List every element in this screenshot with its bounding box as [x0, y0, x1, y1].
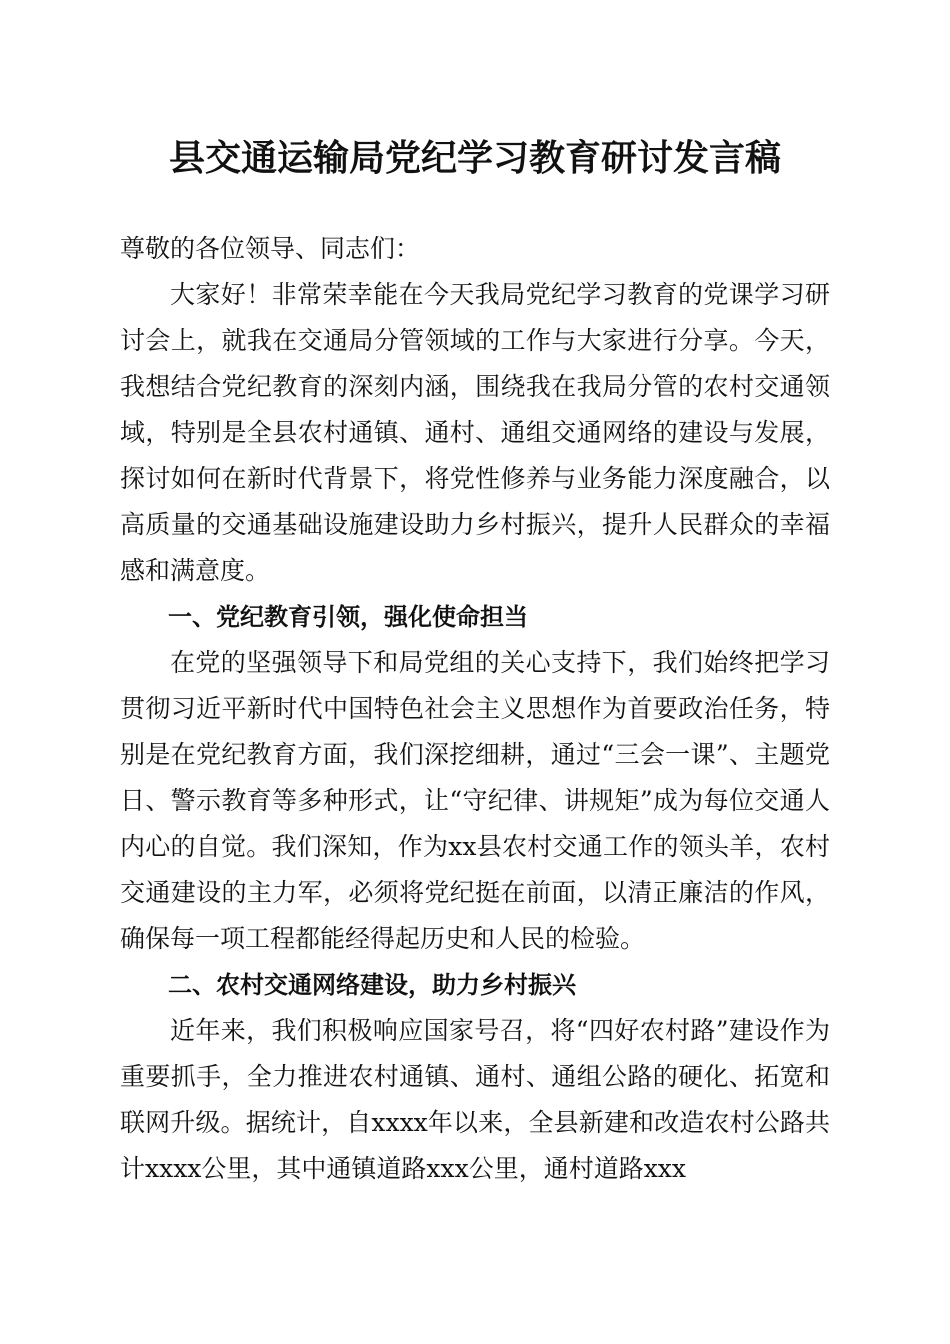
intro-paragraph: 大家好！非常荣幸能在今天我局党纪学习教育的党课学习研讨会上，就我在交通局分管领域的工作与大家进行分享。今天，我想结合党纪教育的深刻内涵，围绕我在我局分管的农村交通领域，特别是全县农村通镇、通村、通组交通网络的建设与发展，探讨如何在新时代背景下，将党性修养与业务能力深度融合，以高质量的交通基础设施建设助力乡村振兴，提升人民群众的幸福感和满意度。 — [120, 280, 830, 585]
salutation: 尊敬的各位领导、同志们： — [120, 234, 421, 263]
section-1-paragraph: 在党的坚强领导下和局党组的关心支持下，我们始终把学习贯彻习近平新时代中国特色社会主义思想作为首要政治任务，特别是在党纪教育方面，我们深挖细耕，通过“三会一课”、主题党日、警示教育等多种形式，让“守纪律、讲规矩”成为每位交通人内心的自觉。我们深知，作为xx县农村交通工作的领头羊，农村交通建设的主力军，必须将党纪挺在前面，以清正廉洁的作风，确保每一项工程都能经得起历史和人民的检验。 — [120, 648, 830, 953]
section-2-heading: 二、农村交通网络建设，助力乡村振兴 — [168, 971, 576, 999]
document-title: 县交通运输局党纪学习教育研讨发言稿 — [168, 138, 781, 179]
section-1-heading: 一、党纪教育引领，强化使命担当 — [168, 603, 528, 631]
document-body — [120, 226, 830, 1192]
section-2-paragraph: 近年来，我们积极响应国家号召，将“四好农村路”建设作为重要抓手，全力推进农村通镇、通村、通组公路的硬化、拓宽和联网升级。据统计，自xxxx年以来，全县新建和改造农村公路共计xxxx公里，其中通镇道路xxx公里，通村道路xxx — [120, 1016, 830, 1183]
